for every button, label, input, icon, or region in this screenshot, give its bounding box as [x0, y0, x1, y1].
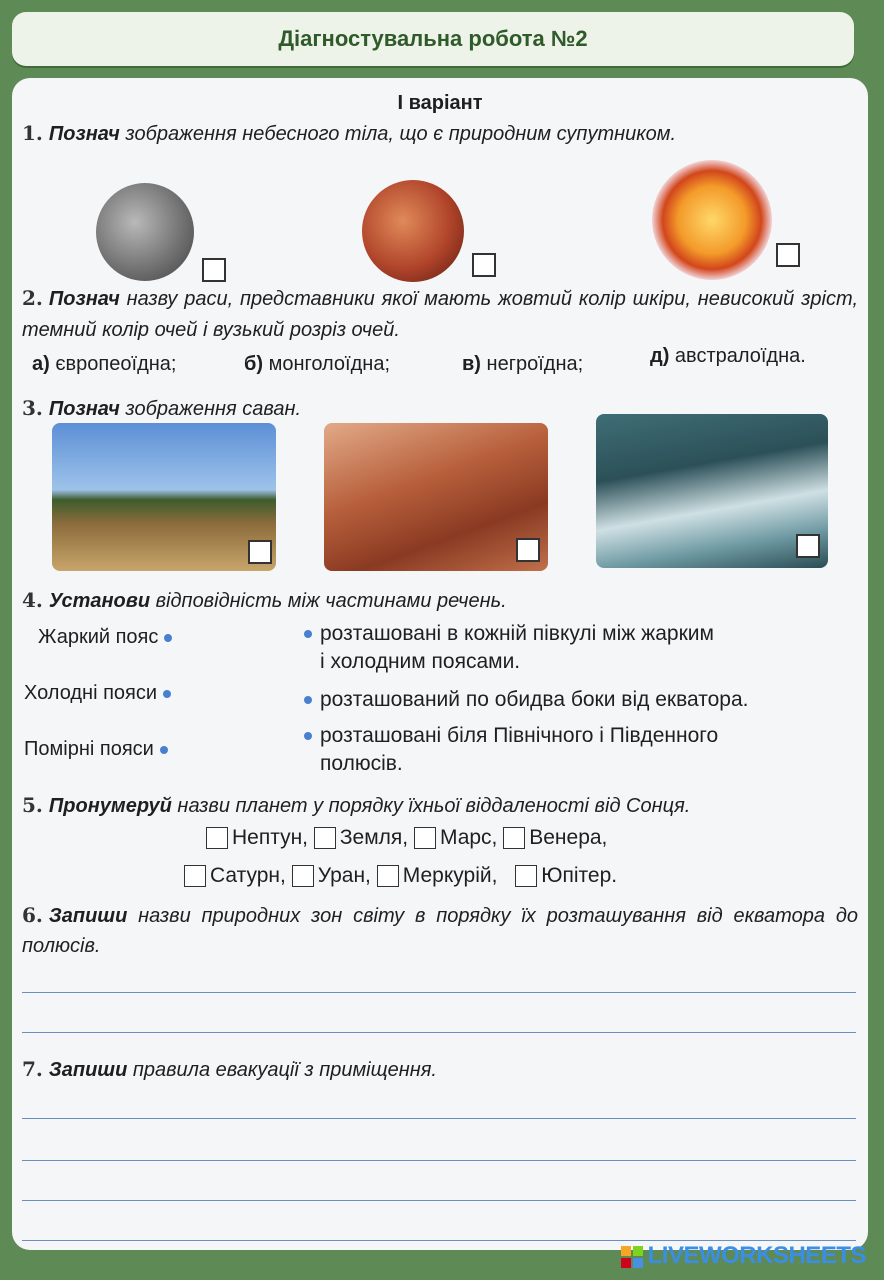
number-box[interactable] — [206, 827, 228, 849]
moon-image — [96, 183, 194, 281]
number-box[interactable] — [184, 865, 206, 887]
answer-line[interactable] — [22, 1200, 856, 1201]
liveworksheets-logo: LIVEWORKSHEETS — [620, 1242, 866, 1270]
question-3: 3. Познач зображення саван. — [22, 396, 302, 420]
tundra-image — [596, 414, 828, 568]
match-right-1[interactable]: розташовані в кожній півкулі між жарким і холодним поясами. — [304, 620, 714, 676]
option-b[interactable]: б) монголоїдна; — [244, 353, 390, 375]
match-dot[interactable] — [160, 746, 168, 754]
option-a[interactable]: а) європеоїдна; — [32, 353, 177, 375]
answer-line[interactable] — [22, 1240, 856, 1241]
match-dot[interactable] — [304, 732, 312, 740]
answer-line[interactable] — [22, 1032, 856, 1033]
answer-line[interactable] — [22, 1118, 856, 1119]
match-dot[interactable] — [304, 696, 312, 704]
answer-line[interactable] — [22, 992, 856, 993]
number-box[interactable] — [292, 865, 314, 887]
variant-label: І варіант — [397, 92, 483, 114]
match-left-3[interactable]: Помірні пояси — [24, 738, 168, 761]
page-title: Діагностувальна робота №2 — [12, 12, 854, 66]
moon-checkbox[interactable] — [202, 258, 226, 282]
planets-row-1: Нептун, Земля, Марс, Венера, — [206, 826, 607, 850]
match-left-2[interactable]: Холодні пояси — [24, 682, 171, 705]
question-2: 2. Познач назву раси, представники якої мають жовтий колір шкіри, невисокий зріст, темний колір очей і вузький розріз очей. — [22, 286, 858, 341]
question-4: 4. Установи відповідність між частинами речень. — [22, 588, 507, 612]
question-1: 1. Познач зображення небесного тіла, що є природним супутником. — [22, 121, 677, 145]
mars-checkbox[interactable] — [472, 253, 496, 277]
savanna-checkbox[interactable] — [248, 540, 272, 564]
desert-image — [324, 423, 548, 571]
option-d[interactable]: д) австралоїдна. — [650, 345, 806, 367]
match-left-1[interactable]: Жаркий пояс — [38, 626, 172, 649]
number-box[interactable] — [314, 827, 336, 849]
match-dot[interactable] — [163, 690, 171, 698]
number-box[interactable] — [377, 865, 399, 887]
number-box[interactable] — [515, 865, 537, 887]
savanna-image — [52, 423, 276, 571]
sun-image — [652, 160, 772, 280]
question-5: 5. Пронумеруй назви планет у порядку їхньої віддаленості від Сонця. — [22, 793, 691, 817]
mars-image — [362, 180, 464, 282]
logo-icon — [620, 1245, 644, 1269]
desert-checkbox[interactable] — [516, 538, 540, 562]
match-dot[interactable] — [164, 634, 172, 642]
planets-row-2: Сатурн, Уран, Меркурій, Юпітер. — [184, 864, 617, 888]
match-dot[interactable] — [304, 630, 312, 638]
match-right-3[interactable]: розташовані біля Північного і Південного полюсів. — [304, 722, 718, 778]
question-6: 6. Запиши назви природних зон світу в порядку їх розташування від екватора до полюсів. — [22, 903, 858, 957]
tundra-checkbox[interactable] — [796, 534, 820, 558]
answer-line[interactable] — [22, 1160, 856, 1161]
match-right-2[interactable]: розташований по обидва боки від екватора. — [304, 686, 748, 714]
question-7: 7. Запиши правила евакуації з приміщення. — [22, 1057, 437, 1081]
number-box[interactable] — [414, 827, 436, 849]
option-v[interactable]: в) негроїдна; — [462, 353, 584, 375]
number-box[interactable] — [503, 827, 525, 849]
worksheet — [12, 78, 868, 1250]
sun-checkbox[interactable] — [776, 243, 800, 267]
